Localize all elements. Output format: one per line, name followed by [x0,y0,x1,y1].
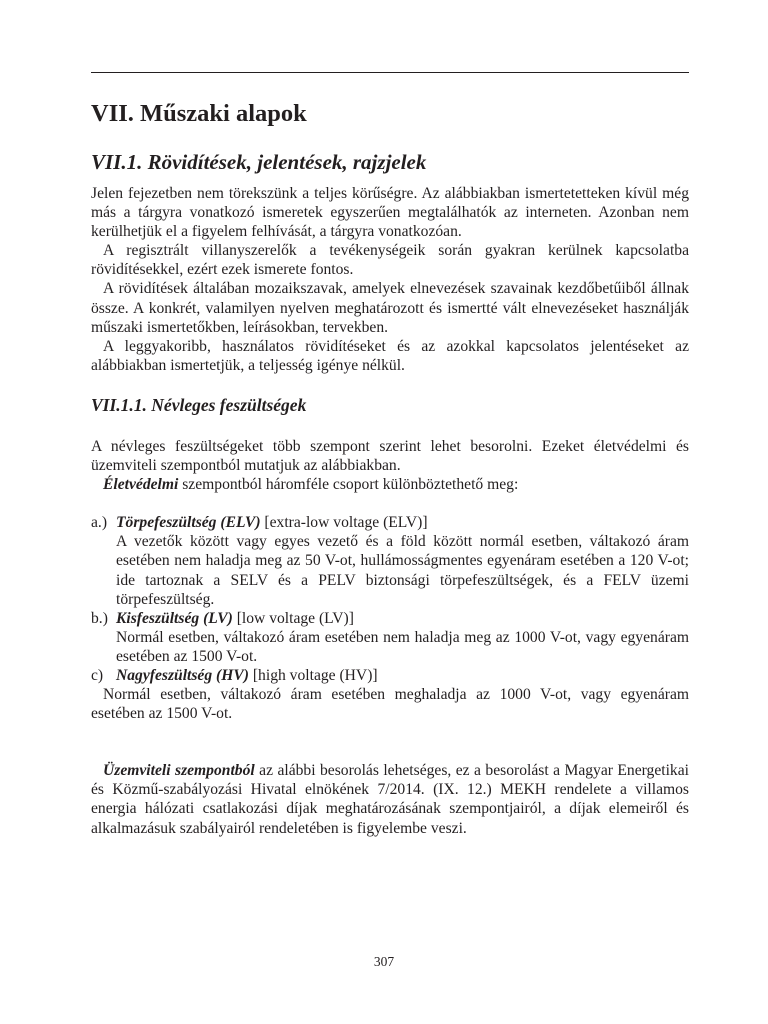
list-item-head [91,666,689,685]
chapter-heading: VII. Műszaki alapok [91,100,307,127]
list-item-body: A vezetők között vagy egyes vezető és a föld között normál esetben, váltakozó áram esetében nem haladja meg az 50 V-ot, hullámosságmentes egyenáram esetében a 120 V-ot; ide tartoznak a SELV és a PELV biztonsági törpefeszültségek, és a FELV üzemi törpefeszültség. [116,533,689,608]
list-item-term: Törpefeszültség (ELV) [116,514,261,532]
subsection-intro: A névleges feszültségeket több szempont szerint lehet besorolni. Ezeket életvédelmi és üzemviteli szempontból mutatjuk az alábbiakban. [91,437,689,475]
list-item-note: [low voltage (LV)] [232,609,354,627]
section-heading: VII.1. Rövidítések, jelentések, rajzjelek [91,150,427,174]
life-protection-text: szempontból háromféle csoport különböztethető meg: [178,476,519,494]
list-item-label: c) [91,666,104,684]
list-item-term: Nagyfeszültség (HV) [116,666,249,684]
list-item-note: [extra-low voltage (ELV)] [260,514,428,532]
intro-paragraph-2: A regisztrált villanyszerelők a tevékenységeik során gyakran kerülnek kapcsolatba rövidítésekkel, ezért ezek ismerete fontos. [91,242,689,279]
list-item-body: Normál esetben, váltakozó áram esetében meghaladja az 1000 V-ot, vagy egyenáram esetében az 1500 V-ot. [91,686,689,723]
list-item-label: a.) [91,514,108,532]
list-item-head [91,513,689,532]
page-content [91,98,689,838]
life-protection-term: Életvédelmi [103,476,179,494]
operational-term: Üzemviteli szempontból [103,762,255,780]
intro-paragraph-3: A rövidítések általában mozaikszavak, amelyek elnevezések szavainak kezdőbetűiből állnak össze. A konkrét, valamilyen nyelven meghatározott és ismertté vált elnevezéseket használják műszaki ismertetőkben, leírásokban, tervekben. [91,280,689,336]
list-item-term: Kisfeszültség (LV) [116,609,233,627]
operational-text: az alábbi besorolás lehetséges, ez a besorolást a Magyar Energetikai és Közmű-szabályozási Hivatal elnökének 7/2014. (IX. 12.) MEKH rendelete a villamos energia hálózati csatlakozási díjak meghatározásának szempontjairól, a díjak elemeiről és alkalmazásuk szabályairól rendeletében is figyelembe veszi. [91,762,689,837]
page-number: 307 [373,954,395,969]
subsection-heading: VII.1.1. Névleges feszültségek [91,394,307,415]
list-item-body: Normál esetben, váltakozó áram esetében nem haladja meg az 1000 V-ot, vagy egyenáram esetében az 1500 V-ot. [116,628,689,665]
intro-paragraph-1: Jelen fejezetben nem törekszünk a teljes körűségre. Az alábbiakban ismertetetteken kívül még más a tárgyra vonatkozó ismeretek egyszerűen megtalálhatók az interneten. Azonban nem kerülhetjük el a figyelem felhívását, a tárgyra vonatkozóan. [91,185,689,241]
list-item-note: [high voltage (HV)] [248,666,378,684]
list-item-head [91,609,689,628]
list-item-label: b.) [91,609,108,627]
header-rule [91,72,689,73]
intro-paragraph-4: A leggyakoribb, használatos rövidítéseket és az azokkal kapcsolatos jelentéseket az alábbiakban ismertetjük, a teljesség igénye nélkül. [91,337,689,374]
operational-paragraph [91,761,689,837]
life-protection-paragraph [91,475,689,494]
